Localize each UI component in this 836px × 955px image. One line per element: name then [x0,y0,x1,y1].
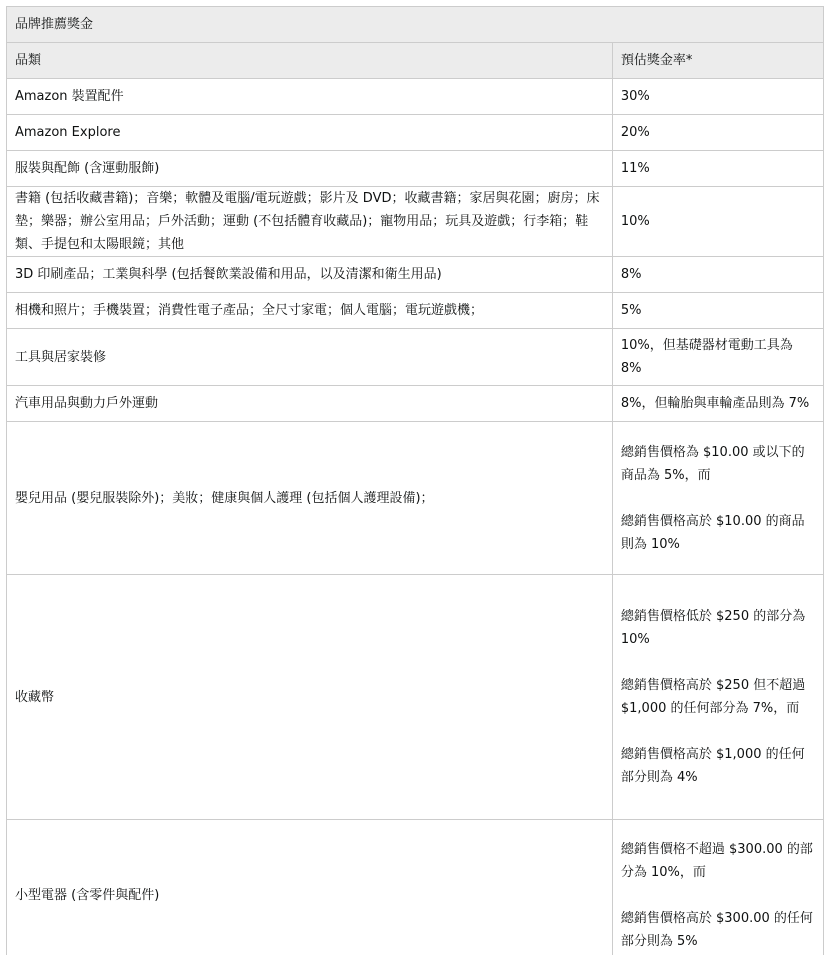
rate-cell: 10%，但基礎器材電動工具為 8% [612,329,823,386]
rate-paragraph: 總銷售價格高於 $10.00 的商品則為 10% [620,513,805,552]
rate-paragraph: 總銷售價格高於 $300.00 的任何部分則為 5% [620,910,813,949]
category-cell: 工具與居家裝修 [7,329,613,386]
table-row [7,422,824,575]
rate-cell: 8% [612,257,823,293]
rate-cell [612,575,823,820]
category-cell: Amazon 裝置配件 [7,79,613,115]
table-row [7,115,824,151]
rate-cell: 20% [612,115,823,151]
table-row [7,820,824,955]
bonus-rate-table [6,6,824,955]
table-row [7,293,824,329]
rate-cell: 30% [612,79,823,115]
category-cell: 3D 印刷產品；工業與科學 (包括餐飲業設備和用品，以及清潔和衛生用品) [7,257,613,293]
category-cell: 收藏幣 [7,575,613,820]
rate-column-header: 預估獎金率* [612,43,823,79]
category-column-header: 品類 [7,43,613,79]
category-cell: 小型電器 (含零件與配件) [7,820,613,955]
category-cell: 汽車用品與動力戶外運動 [7,386,613,422]
table-title-row [7,7,824,43]
table-title: 品牌推薦獎金 [7,7,824,43]
category-cell: Amazon Explore [7,115,613,151]
rate-paragraph: 總銷售價格為 $10.00 或以下的商品為 5%，而 [620,444,805,483]
brand-referral-bonus-section [6,6,824,955]
table-row [7,79,824,115]
table-row [7,187,824,257]
rate-cell: 10% [612,187,823,257]
rate-paragraph: 總銷售價格高於 $250 但不超過 $1,000 的任何部分為 7%，而 [620,678,806,716]
category-cell: 書籍 (包括收藏書籍)；音樂；軟體及電腦/電玩遊戲；影片及 DVD；收藏書籍；家居與花園；廚房；床墊；樂器；辦公室用品；戶外活動；運動 (不包括體育收藏品)；寵物用品；玩具及遊戲；行李箱；鞋類、手提包和太陽眼鏡；其他 [7,187,613,257]
rate-cell [612,820,823,955]
rate-cell: 5% [612,293,823,329]
rate-paragraph: 總銷售價格不超過 $300.00 的部分為 10%，而 [620,841,813,880]
category-cell: 嬰兒用品 (嬰兒服裝除外)；美妝；健康與個人護理 (包括個人護理設備)； [7,422,613,575]
table-row [7,575,824,820]
category-cell: 服裝與配飾 (含運動服飾) [7,151,613,187]
rate-cell: 8%，但輪胎與車輪產品則為 7% [612,386,823,422]
category-cell: 相機和照片；手機裝置；消費性電子產品；全尺寸家電；個人電腦；電玩遊戲機； [7,293,613,329]
rate-paragraph: 總銷售價格低於 $250 的部分為 10% [620,609,806,647]
table-row [7,329,824,386]
table-header-row [7,43,824,79]
table-row [7,257,824,293]
table-row [7,151,824,187]
rate-cell: 11% [612,151,823,187]
table-row [7,386,824,422]
rate-paragraph: 總銷售價格高於 $1,000 的任何部分則為 4% [620,747,805,785]
rate-cell [612,422,823,575]
